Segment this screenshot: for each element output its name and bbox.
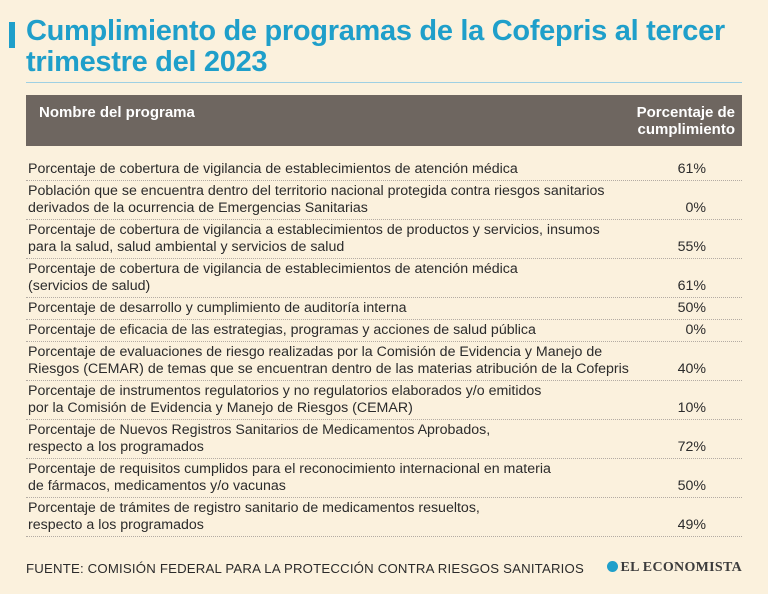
program-name [28,422,663,456]
compliance-percentage: 0% [685,322,706,338]
column-header-percentage-line2: cumplimiento [637,121,735,138]
table-row [26,298,742,320]
table-row [26,342,742,381]
program-name-line: por la Comisión de Evidencia y Manejo de Riesgos (CEMAR) [28,400,413,416]
compliance-percentage: 49% [677,517,706,533]
program-name [28,161,663,178]
program-name-line: Porcentaje de requisitos cumplidos para el reconocimiento internacional en materia [28,461,551,477]
logo-text: EL ECONOMISTA [620,560,742,575]
program-name-line: Población que se encuentra dentro del territorio nacional protegida contra riesgos sanitarios [28,183,605,199]
compliance-percentage: 10% [677,400,706,416]
logo-mark-icon [607,561,618,572]
title-divider [26,82,742,83]
program-name-line: Porcentaje de instrumentos regulatorios y no regulatorios elaborados y/o emitidos [28,383,542,399]
compliance-percentage: 40% [677,361,706,377]
title-accent-bar [9,22,15,48]
program-name [28,461,663,495]
compliance-percentage: 61% [677,278,706,294]
table-row [26,420,742,459]
program-name [28,322,663,339]
program-name [28,222,663,256]
table-row [26,381,742,420]
compliance-percentage: 61% [677,161,706,177]
program-name-line: para la salud, salud ambiental y servicios de salud [28,239,345,255]
program-name-line: Porcentaje de cobertura de vigilancia a establecimientos de productos y servicios, insumos [28,222,600,238]
program-name [28,183,663,217]
table-header [26,95,742,146]
source-note: FUENTE: COMISIÓN FEDERAL PARA LA PROTECCIÓN CONTRA RIESGOS SANITARIOS [26,561,584,576]
publisher-logo [607,560,743,576]
page-title: Cumplimiento de programas de la Cofepris al tercer trimestre del 2023 [26,15,725,78]
compliance-percentage: 72% [677,439,706,455]
program-name-line: Porcentaje de cobertura de vigilancia de establecimientos de atención médica [28,161,518,177]
table-row [26,498,742,537]
program-name-line: Riesgos (CEMAR) de temas que se encuentran dentro de las materias atribución de la Cofepris [28,361,629,377]
program-name [28,500,663,534]
program-name-line: Porcentaje de evaluaciones de riesgo realizadas por la Comisión de Evidencia y Manejo de [28,344,603,360]
table-body [26,159,742,537]
program-name-line: Porcentaje de Nuevos Registros Sanitarios de Medicamentos Aprobados, [28,422,491,438]
compliance-percentage: 50% [677,300,706,316]
table-row [26,320,742,342]
compliance-percentage: 55% [677,239,706,255]
compliance-percentage: 50% [677,478,706,494]
program-name [28,300,663,317]
program-name [28,383,663,417]
program-name-line: Porcentaje de trámites de registro sanitario de medicamentos resueltos, [28,500,480,516]
program-name-line: Porcentaje de cobertura de vigilancia de establecimientos de atención médica [28,261,518,277]
program-name-line: Porcentaje de desarrollo y cumplimiento de auditoría interna [28,300,407,316]
column-header-percentage-line1: Porcentaje de [636,104,735,121]
column-header-percentage [605,104,735,138]
column-header-name: Nombre del programa [39,104,195,121]
program-name-line: (servicios de salud) [28,278,151,294]
program-name [28,261,663,295]
table-row [26,459,742,498]
compliance-percentage: 0% [685,200,706,216]
table-row [26,159,742,181]
program-name-line: de fármacos, medicamentos y/o vacunas [28,478,286,494]
table-row [26,220,742,259]
program-name [28,344,663,378]
program-name-line: derivados de la ocurrencia de Emergencias Sanitarias [28,200,368,216]
table-row [26,259,742,298]
table-row [26,181,742,220]
program-name-line: Porcentaje de eficacia de las estrategias, programas y acciones de salud pública [28,322,536,338]
program-name-line: respecto a los programados [28,517,204,533]
program-name-line: respecto a los programados [28,439,204,455]
